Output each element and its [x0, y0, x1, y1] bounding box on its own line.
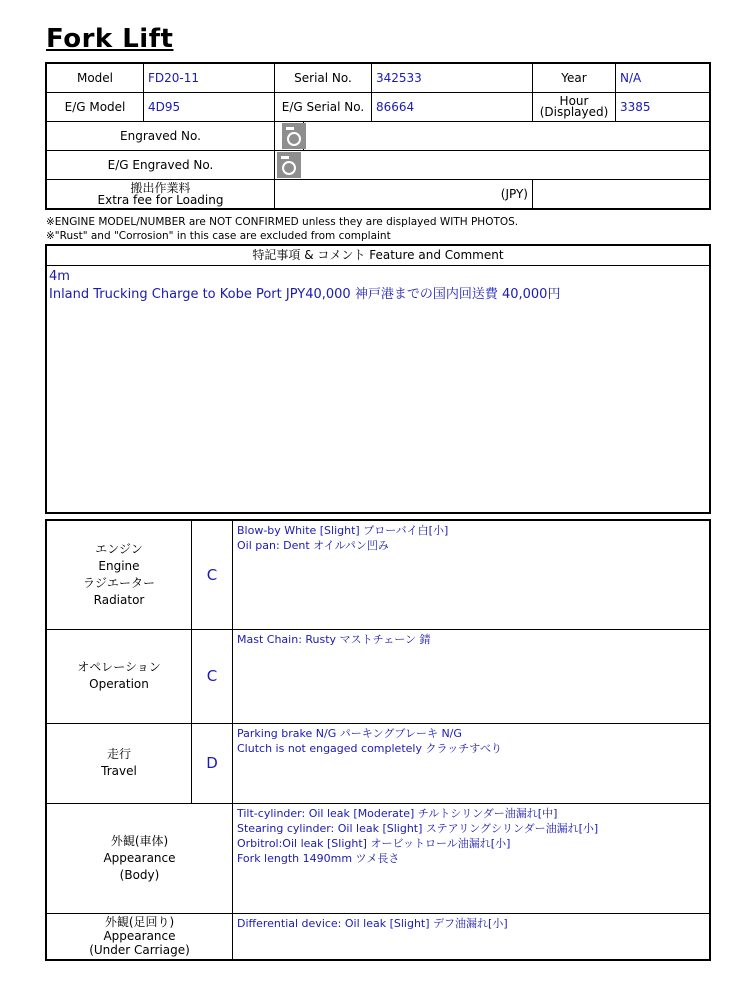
label-en: Appearance — [103, 929, 176, 944]
label-jp: 走行 — [106, 747, 131, 761]
eg-serial-value: 86664 — [372, 93, 533, 122]
comment-line: Oil pan: Dent オイルパン凹み — [237, 539, 389, 552]
feature-heading: 特記事項 & コメント Feature and Comment — [47, 246, 709, 266]
comment-line: Differential device: Oil leak [Slight] デフ油漏れ[小] — [237, 916, 508, 930]
condition-label — [46, 629, 192, 723]
model-label: Model — [46, 63, 144, 93]
label-jp: 外観(足回り) — [104, 915, 175, 930]
camera-icon[interactable] — [282, 123, 306, 149]
comment-line: Stearing cylinder: Oil leak [Slight] ステアリングシリンダー油漏れ[小] — [237, 821, 599, 835]
eg-model-value: 4D95 — [144, 93, 275, 122]
label-en: Radiator — [93, 592, 145, 607]
label-en: (Body) — [119, 867, 160, 882]
comment-line: Clutch is not engaged completely クラッチすべり — [237, 741, 503, 755]
comment-line: Fork length 1490mm ツメ長さ — [237, 851, 400, 865]
label-en: Operation — [89, 677, 149, 691]
comment-line: Parking brake N/G パーキングブレーキ N/G — [237, 726, 462, 740]
extra-fee-label-en: Extra fee for Loading — [97, 193, 224, 207]
label-en: Appearance — [103, 850, 176, 865]
feature-line: Inland Trucking Charge to Kobe Port JPY40,000 神戸港までの国内回送費 40,000円 — [49, 287, 561, 302]
feature-line: 4m — [49, 269, 70, 284]
label-jp: エンジン — [95, 541, 143, 556]
eg-engraved-label: E/G Engraved No. — [46, 151, 275, 180]
comment-line: Orbitrol:Oil leak [Slight] オービットロール油漏れ[小] — [237, 836, 511, 850]
condition-row-body — [46, 803, 710, 913]
currency-cell — [275, 180, 533, 210]
condition-comments — [233, 629, 711, 723]
condition-grade: C — [192, 520, 233, 629]
condition-row-engine — [46, 520, 710, 629]
spec-table — [45, 62, 711, 210]
note-engine: ※ENGINE MODEL/NUMBER are NOT CONFIRMED unless they are displayed WITH PHOTOS. — [46, 216, 519, 228]
condition-row-undercarriage — [46, 913, 710, 960]
condition-label — [46, 803, 233, 913]
currency-label: (JPY) — [500, 187, 528, 201]
comment-line: Tilt-cylinder: Oil leak [Moderate] チルトシリンダー油漏れ[中] — [237, 806, 558, 820]
serial-label: Serial No. — [275, 63, 372, 93]
condition-comments — [233, 913, 711, 960]
condition-label — [46, 520, 192, 629]
extra-fee-value — [533, 180, 711, 210]
condition-row-operation — [46, 629, 710, 723]
extra-fee-label-jp: 搬出作業料 — [130, 181, 191, 195]
label-en: (Under Carriage) — [89, 943, 190, 958]
label-jp: ラジエーター — [82, 575, 155, 590]
comment-line: Blow-by White [Slight] ブローバイ白[小] — [237, 524, 449, 537]
condition-grade: C — [192, 629, 233, 723]
label-jp: 外観(車体) — [110, 833, 169, 848]
label-jp: オペレーション — [77, 660, 161, 674]
condition-grade: D — [192, 723, 233, 803]
extra-fee-label — [46, 180, 275, 210]
condition-label — [46, 913, 233, 960]
hour-label — [533, 93, 616, 122]
eg-engraved-photo-cell — [275, 151, 711, 180]
note-rust: ※"Rust" and "Corrosion" in this case are excluded from complaint — [46, 230, 391, 242]
hour-label-main: Hour — [559, 94, 589, 108]
label-en: Travel — [101, 764, 137, 778]
feature-comment-box — [45, 244, 711, 514]
engraved-label: Engraved No. — [46, 122, 275, 151]
model-value: FD20-11 — [144, 63, 275, 93]
condition-table — [45, 519, 711, 961]
comment-line: Mast Chain: Rusty マストチェーン 錆 — [237, 632, 431, 646]
year-label: Year — [533, 63, 616, 93]
condition-label — [46, 723, 192, 803]
hour-value: 3385 — [616, 93, 711, 122]
label-en: Engine — [98, 558, 140, 573]
hour-label-sub: (Displayed) — [539, 105, 609, 119]
condition-comments — [233, 803, 711, 913]
condition-row-travel — [46, 723, 710, 803]
year-value: N/A — [616, 63, 711, 93]
eg-serial-label: E/G Serial No. — [275, 93, 372, 122]
engraved-photo-cell — [275, 122, 711, 151]
feature-body — [47, 266, 709, 306]
serial-value: 342533 — [372, 63, 533, 93]
condition-comments — [233, 723, 711, 803]
condition-comments — [233, 520, 711, 629]
eg-model-label: E/G Model — [46, 93, 144, 122]
camera-icon[interactable] — [277, 152, 301, 178]
page-title: Fork Lift — [46, 24, 174, 54]
